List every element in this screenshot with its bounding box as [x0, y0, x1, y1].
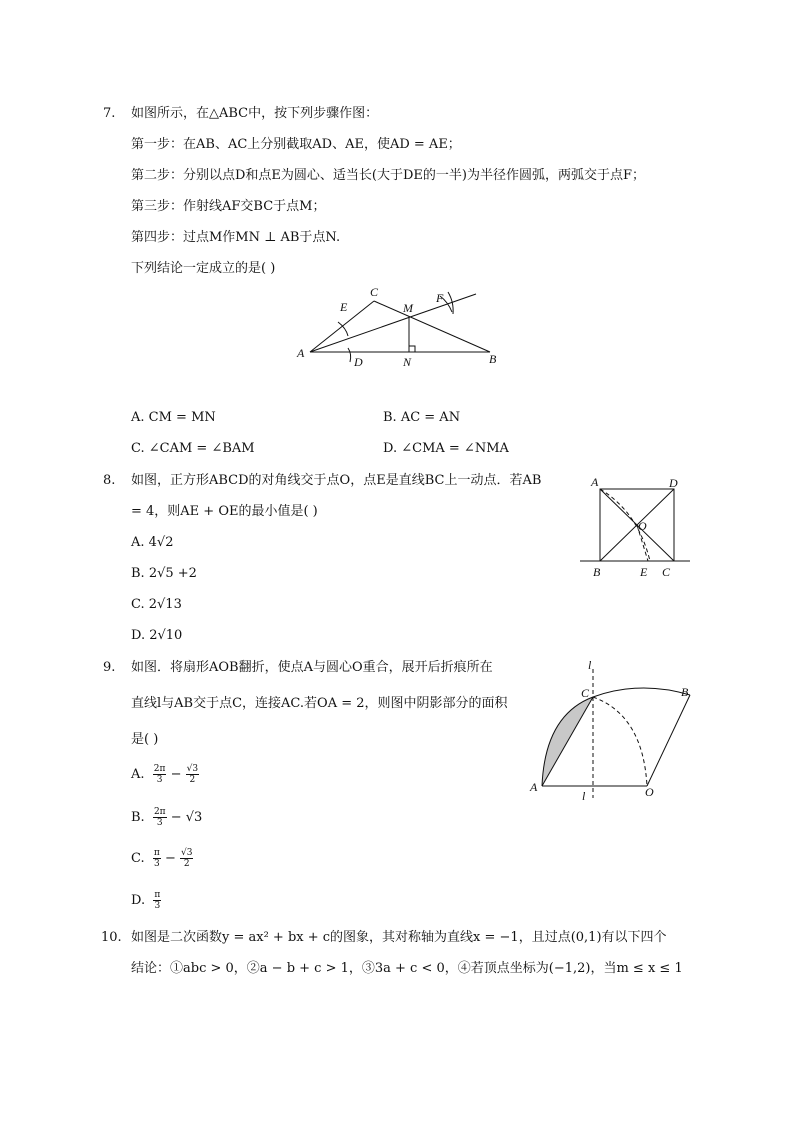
q9-option-d-label: D. [131, 893, 146, 908]
q9-option-c-frac2: $\frac{√3}{2}$ [181, 848, 193, 869]
q9-label-o: O [645, 785, 654, 799]
q7-label-f: F [436, 291, 444, 305]
q9-option-d[interactable] [131, 890, 161, 911]
q9-label-b: B [681, 685, 689, 699]
q9-option-a[interactable] [131, 764, 199, 785]
q7-step3: 第三步：作射线AF交BC于点M； [131, 199, 326, 214]
q7-label-c: C [370, 285, 379, 299]
q7-ask: 下列结论一定成立的是( ) [131, 261, 276, 276]
q8-option-c[interactable]: C. 2√13 [131, 597, 182, 612]
q9-number: 9. [103, 660, 116, 675]
q7-arc-d [348, 348, 351, 362]
q7-label-m: M [403, 301, 413, 315]
q7-step1: 第一步：在AB、AC上分别截取AD、AE，使AD = AE； [131, 137, 461, 152]
q7-number: 7. [103, 106, 116, 121]
q9-line2: 直线l与AB交于点C，连接AC.若OA = 2，则图中阴影部分的面积 [131, 696, 508, 711]
q9-sector-figure [525, 655, 700, 803]
q9-label-l-bottom: l [582, 789, 586, 803]
q7-label-b: B [489, 352, 497, 366]
q9-option-c-minus: − [164, 851, 176, 866]
q8-label-d: D [669, 476, 678, 490]
q10-number: 10. [101, 930, 122, 945]
q8-label-a: A [591, 475, 599, 489]
q9-option-a-frac1: $\frac{2\pi}{3}$ [153, 764, 166, 785]
q8-number: 8. [103, 473, 116, 488]
q9-option-a-frac2: $\frac{√3}{2}$ [186, 764, 199, 785]
q10-line2: 结论：①abc > 0，②a − b + c > 1，③3a + c < 0，④若顶点坐标为(−1,2)，当m ≤ x ≤ 1 [131, 961, 683, 976]
q8-option-a[interactable]: A. 4√2 [131, 535, 174, 550]
q7-option-b[interactable]: B. AC = AN [383, 410, 461, 425]
q7-stem: 如图所示，在△ABC中，按下列步骤作图： [131, 106, 379, 121]
q8-line2: = 4，则AE + OE的最小值是( ) [131, 504, 318, 519]
q9-folded-arc [593, 697, 647, 786]
q8-label-c: C [662, 565, 671, 579]
q7-option-a[interactable]: A. CM = MN [131, 410, 216, 425]
q9-line3: 是( ) [131, 732, 159, 747]
q8-label-e: E [640, 565, 648, 579]
q9-option-c-label: C. [131, 851, 145, 866]
q7-label-e: E [340, 300, 348, 314]
q8-label-b: B [593, 565, 601, 579]
q8-option-b[interactable]: B. 2√5 +2 [131, 566, 197, 581]
q7-label-d: D [354, 355, 363, 369]
q9-label-l-top: l [588, 658, 592, 672]
q7-step4: 第四步：过点M作MN ⊥ AB于点N. [131, 230, 341, 245]
q7-side-cb [374, 301, 490, 352]
q8-label-o: O [638, 519, 647, 533]
q7-label-n: N [403, 355, 412, 369]
q10-line1: 如图是二次函数y = ax² + bx + c的图象，其对称轴为直线x = −1，且过点(0,1)有以下四个 [131, 930, 667, 945]
q7-ray-af [310, 294, 476, 352]
q9-radius-ob [647, 695, 690, 786]
q9-option-b-frac1: $\frac{2\pi}{3}$ [153, 807, 166, 828]
q9-option-d-frac1: $\frac{\pi}{3}$ [154, 890, 161, 911]
q9-option-b[interactable] [131, 807, 202, 828]
q7-right-angle-mark [409, 346, 415, 352]
q9-label-a: A [530, 780, 538, 794]
q7-option-d[interactable]: D. ∠CMA = ∠NMA [383, 441, 509, 456]
q7-triangle-figure [290, 282, 510, 372]
q8-line1: 如图，正方形ABCD的对角线交于点O，点E是直线BC上一动点．若AB [131, 473, 542, 488]
q7-label-a: A [297, 346, 305, 360]
q9-option-c-frac1: $\frac{\pi}{3}$ [153, 848, 160, 869]
q9-label-c: C [581, 686, 590, 700]
q8-option-d[interactable]: D. 2√10 [131, 628, 183, 643]
q7-step2: 第二步：分别以点D和点E为圆心、适当长(大于DE的一半)为半径作圆弧，两弧交于点F； [131, 168, 645, 183]
q9-option-b-rest: − √3 [170, 810, 203, 825]
q8-square-figure [578, 472, 693, 582]
q9-line1: 如图．将扇形AOB翻折，使点A与圆心O重合，展开后折痕所在 [131, 660, 493, 675]
q9-option-a-label: A. [131, 767, 145, 782]
q9-option-a-minus: − [170, 767, 182, 782]
q9-option-c[interactable] [131, 848, 193, 869]
q9-option-b-label: B. [131, 810, 145, 825]
q7-option-c[interactable]: C. ∠CAM = ∠BAM [131, 441, 255, 456]
